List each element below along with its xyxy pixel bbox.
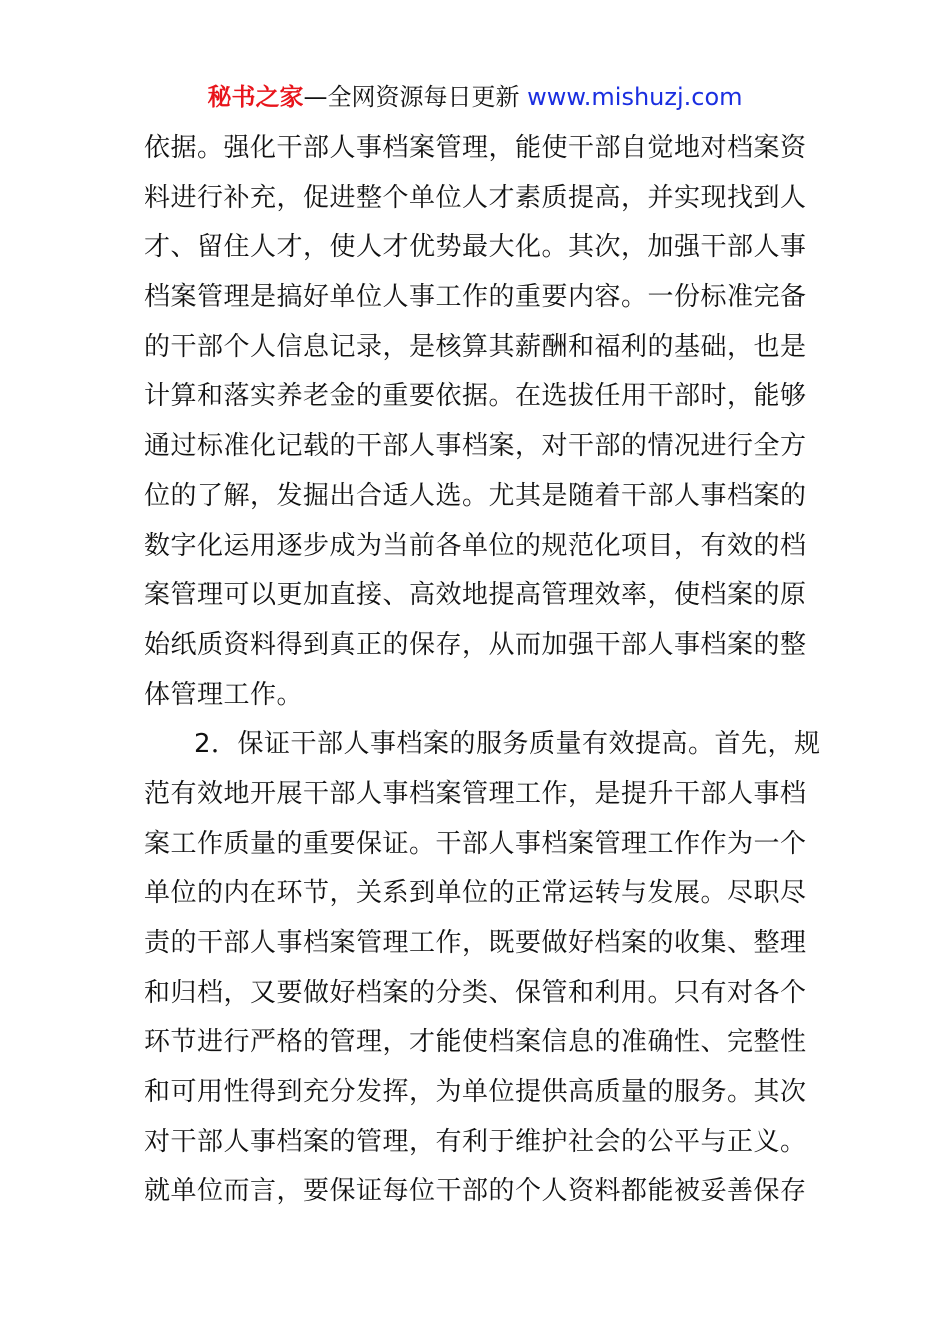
text-line: 计算和落实养老金的重要依据。在选拔任用干部时，能够 <box>144 381 807 412</box>
text-line: 才、留住人才，使人才优势最大化。其次，加强干部人事 <box>144 232 807 263</box>
text-line: 责的干部人事档案管理工作，既要做好档案的收集、整理 <box>144 928 807 958</box>
site-header <box>0 80 950 114</box>
text-line: 始纸质资料得到真正的保存，从而加强干部人事档案的整 <box>144 629 807 660</box>
text-line: 单位的内在环节，关系到单位的正常运转与发展。尽职尽 <box>144 878 807 909</box>
site-tagline: —全网资源每日更新 <box>303 83 528 111</box>
text-line: 位的了解，发掘出合适人选。尤其是随着干部人事档案的 <box>144 480 807 511</box>
site-url-link[interactable]: www.mishuzj.com <box>527 83 743 111</box>
text-line: 和归档，又要做好档案的分类、保管和利用。只有对各个 <box>144 977 807 1008</box>
paragraph-2-start: 2．保证干部人事档案的服务质量有效提高。首先，规 <box>194 729 821 760</box>
text-line: 和可用性得到充分发挥，为单位提供高质量的服务。其次 <box>144 1077 807 1108</box>
text-line: 案管理可以更加直接、高效地提高管理效率，使档案的原 <box>144 580 807 611</box>
text-line: 对干部人事档案的管理，有利于维护社会的公平与正义。 <box>144 1126 807 1157</box>
text-line: 数字化运用逐步成为当前各单位的规范化项目，有效的档 <box>144 530 807 561</box>
text-line: 案工作质量的重要保证。干部人事档案管理工作作为一个 <box>144 828 807 859</box>
text-line: 就单位而言，要保证每位干部的个人资料都能被妥善保存 <box>144 1176 807 1207</box>
text-line: 环节进行严格的管理，才能使档案信息的准确性、完整性 <box>144 1027 807 1058</box>
site-brand: 秘书之家 <box>207 83 304 111</box>
text-line: 范有效地开展干部人事档案管理工作，是提升干部人事档 <box>144 778 807 809</box>
text-line: 档案管理是搞好单位人事工作的重要内容。一份标准完备 <box>144 282 807 313</box>
text-line: 体管理工作。 <box>144 679 304 710</box>
document-body <box>144 124 821 1217</box>
text-line: 料进行补充，促进整个单位人才素质提高，并实现找到人 <box>144 182 807 213</box>
text-line: 通过标准化记载的干部人事档案，对干部的情况进行全方 <box>144 431 807 462</box>
text-line: 的干部个人信息记录，是核算其薪酬和福利的基础，也是 <box>144 331 807 362</box>
text-line: 依据。强化干部人事档案管理，能使干部自觉地对档案资 <box>144 133 807 163</box>
